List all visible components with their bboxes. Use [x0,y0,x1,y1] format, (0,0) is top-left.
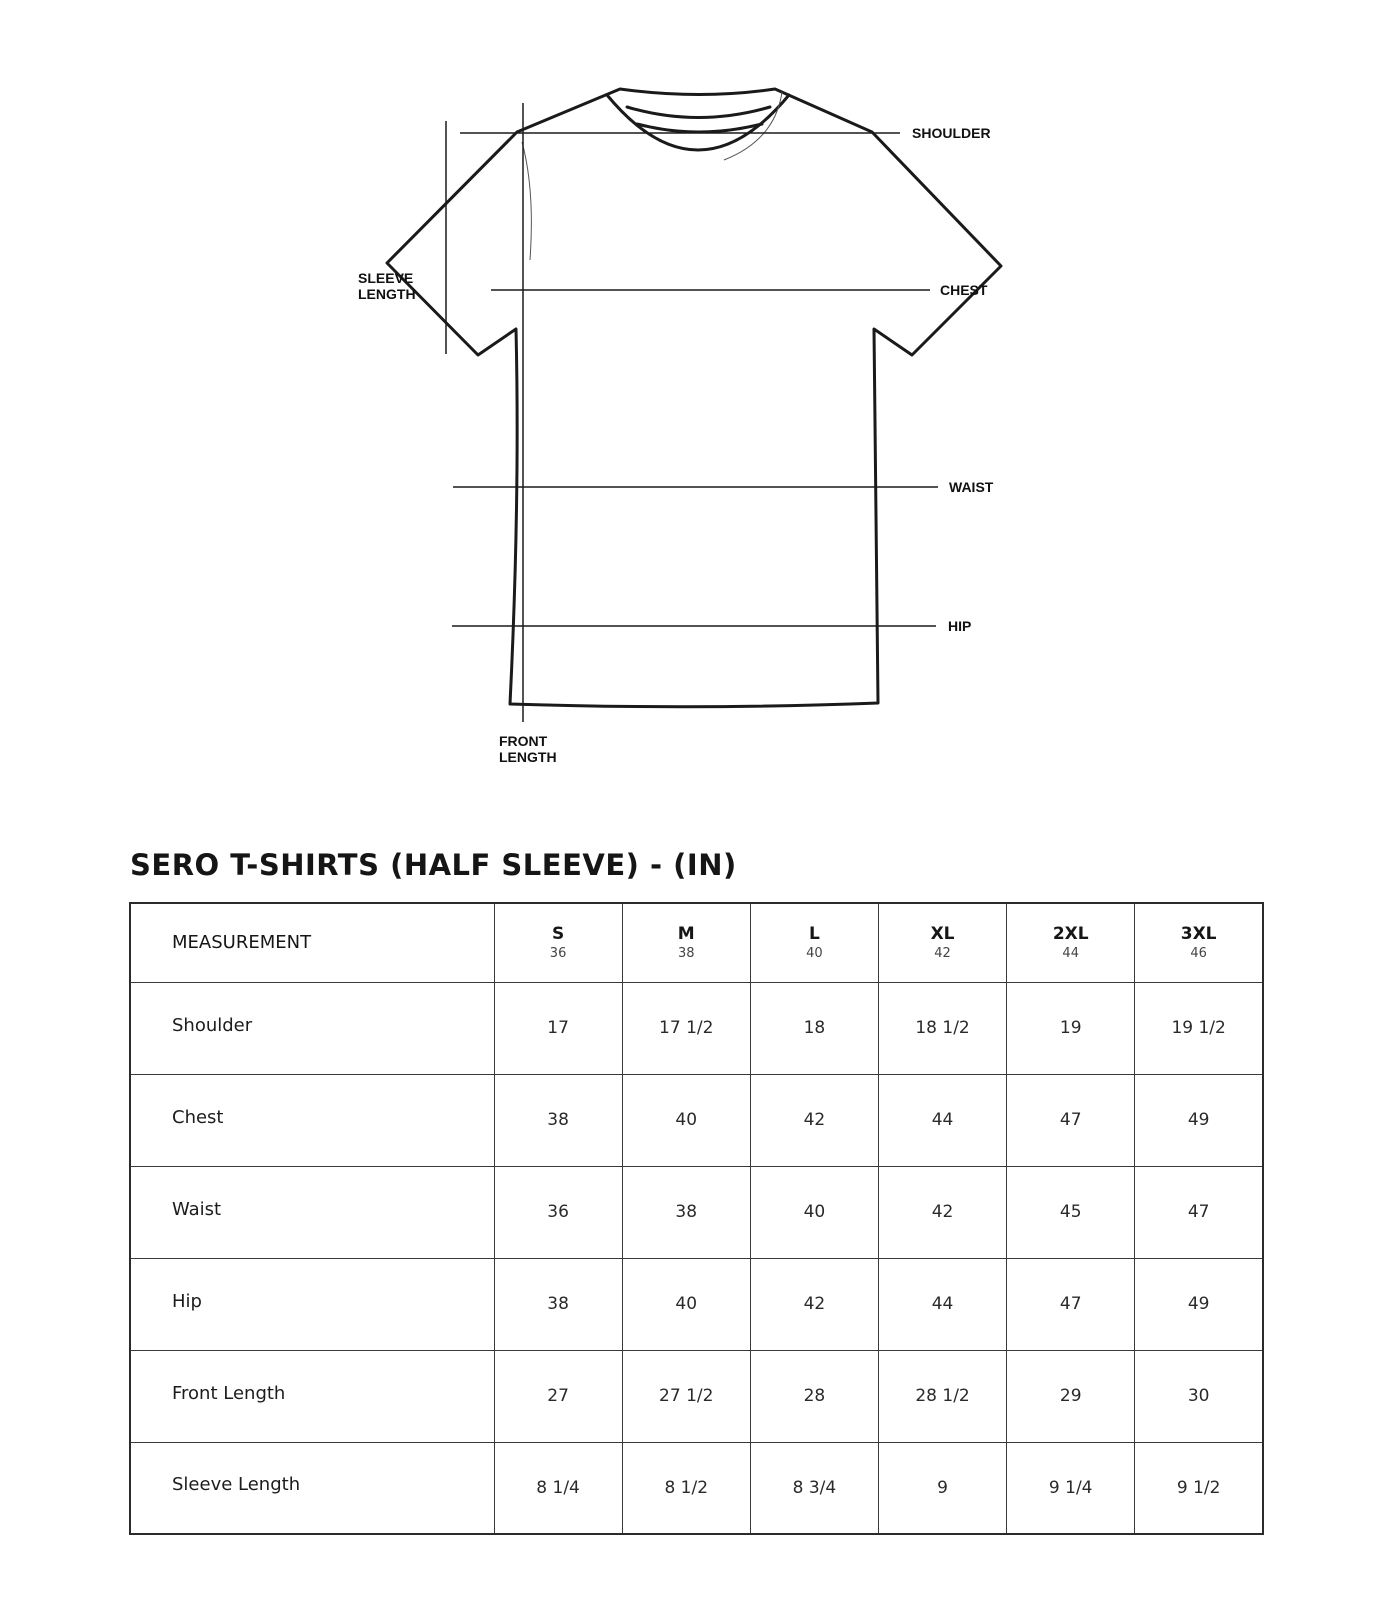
tshirt-outline [387,89,1001,707]
table-cell: 44 [878,1074,1006,1166]
table-cell: 40 [622,1074,750,1166]
measurement-lines [446,103,938,722]
table-cell: 9 1/4 [1007,1442,1135,1534]
table-header-row [130,903,1263,982]
table-cell: 29 [1007,1350,1135,1442]
table-row [130,1074,1263,1166]
table-cell: 47 [1007,1074,1135,1166]
size-header-l [750,903,878,982]
size-header-xl [878,903,1006,982]
chest-label: CHEST [940,282,988,298]
size-number: 46 [1190,945,1207,961]
sleeve-length-label-line1: SLEEVE [358,270,414,286]
table-cell: 19 1/2 [1135,982,1263,1074]
table-cell: 9 [878,1442,1006,1534]
size-chart-title: SERO T-SHIRTS (HALF SLEEVE) - (IN) [130,848,737,882]
table-cell: 49 [1135,1258,1263,1350]
table-cell: 27 1/2 [622,1350,750,1442]
table-cell: 38 [494,1074,622,1166]
table-cell: 36 [494,1166,622,1258]
row-label-shoulder: Shoulder [130,982,494,1074]
row-label-hip: Hip [130,1258,494,1350]
size-header-3xl [1135,903,1263,982]
size-number: 40 [806,945,823,961]
table-cell: 42 [750,1074,878,1166]
row-label-chest: Chest [130,1074,494,1166]
front-length-label-line1: FRONT [499,733,548,749]
table-cell: 40 [622,1258,750,1350]
table-row [130,1350,1263,1442]
table-cell: 17 [494,982,622,1074]
table-cell: 38 [622,1166,750,1258]
hip-label: HIP [948,618,972,634]
size-header-m [622,903,750,982]
table-cell: 47 [1007,1258,1135,1350]
table-row [130,1166,1263,1258]
size-number: 44 [1062,945,1079,961]
table-row [130,982,1263,1074]
size-header-s [494,903,622,982]
size-chart-table [129,902,1264,1535]
size-name: 2XL [1052,923,1089,944]
table-cell: 18 1/2 [878,982,1006,1074]
table-cell: 17 1/2 [622,982,750,1074]
size-name: M [677,923,695,944]
size-number: 36 [549,945,567,961]
waist-label: WAIST [949,479,994,495]
row-label-waist: Waist [130,1166,494,1258]
size-name: 3XL [1180,923,1217,944]
table-cell: 8 1/2 [622,1442,750,1534]
measurement-column-header: MEASUREMENT [130,903,494,982]
table-cell: 44 [878,1258,1006,1350]
table-cell: 42 [750,1258,878,1350]
table-cell: 30 [1135,1350,1263,1442]
table-row [130,1258,1263,1350]
table-cell: 47 [1135,1166,1263,1258]
shoulder-label: SHOULDER [912,125,991,141]
size-name: S [551,923,565,944]
front-length-label-line2: LENGTH [499,749,557,765]
table-cell: 28 1/2 [878,1350,1006,1442]
table-cell: 42 [878,1166,1006,1258]
table-cell: 8 1/4 [494,1442,622,1534]
row-label-sleeve-length: Sleeve Length [130,1442,494,1534]
size-name: XL [930,923,955,944]
table-cell: 28 [750,1350,878,1442]
table-cell: 38 [494,1258,622,1350]
table-cell: 27 [494,1350,622,1442]
table-cell: 45 [1007,1166,1135,1258]
size-number: 38 [677,945,695,961]
table-row [130,1442,1263,1534]
sleeve-length-label-line2: LENGTH [358,286,416,302]
row-label-front-length: Front Length [130,1350,494,1442]
table-cell: 18 [750,982,878,1074]
tshirt-seams [522,92,782,260]
table-cell: 19 [1007,982,1135,1074]
table-cell: 49 [1135,1074,1263,1166]
table-cell: 40 [750,1166,878,1258]
size-number: 42 [934,945,951,961]
size-name: L [808,923,820,944]
size-header-2xl [1007,903,1135,982]
table-cell: 8 3/4 [750,1442,878,1534]
table-cell: 9 1/2 [1135,1442,1263,1534]
